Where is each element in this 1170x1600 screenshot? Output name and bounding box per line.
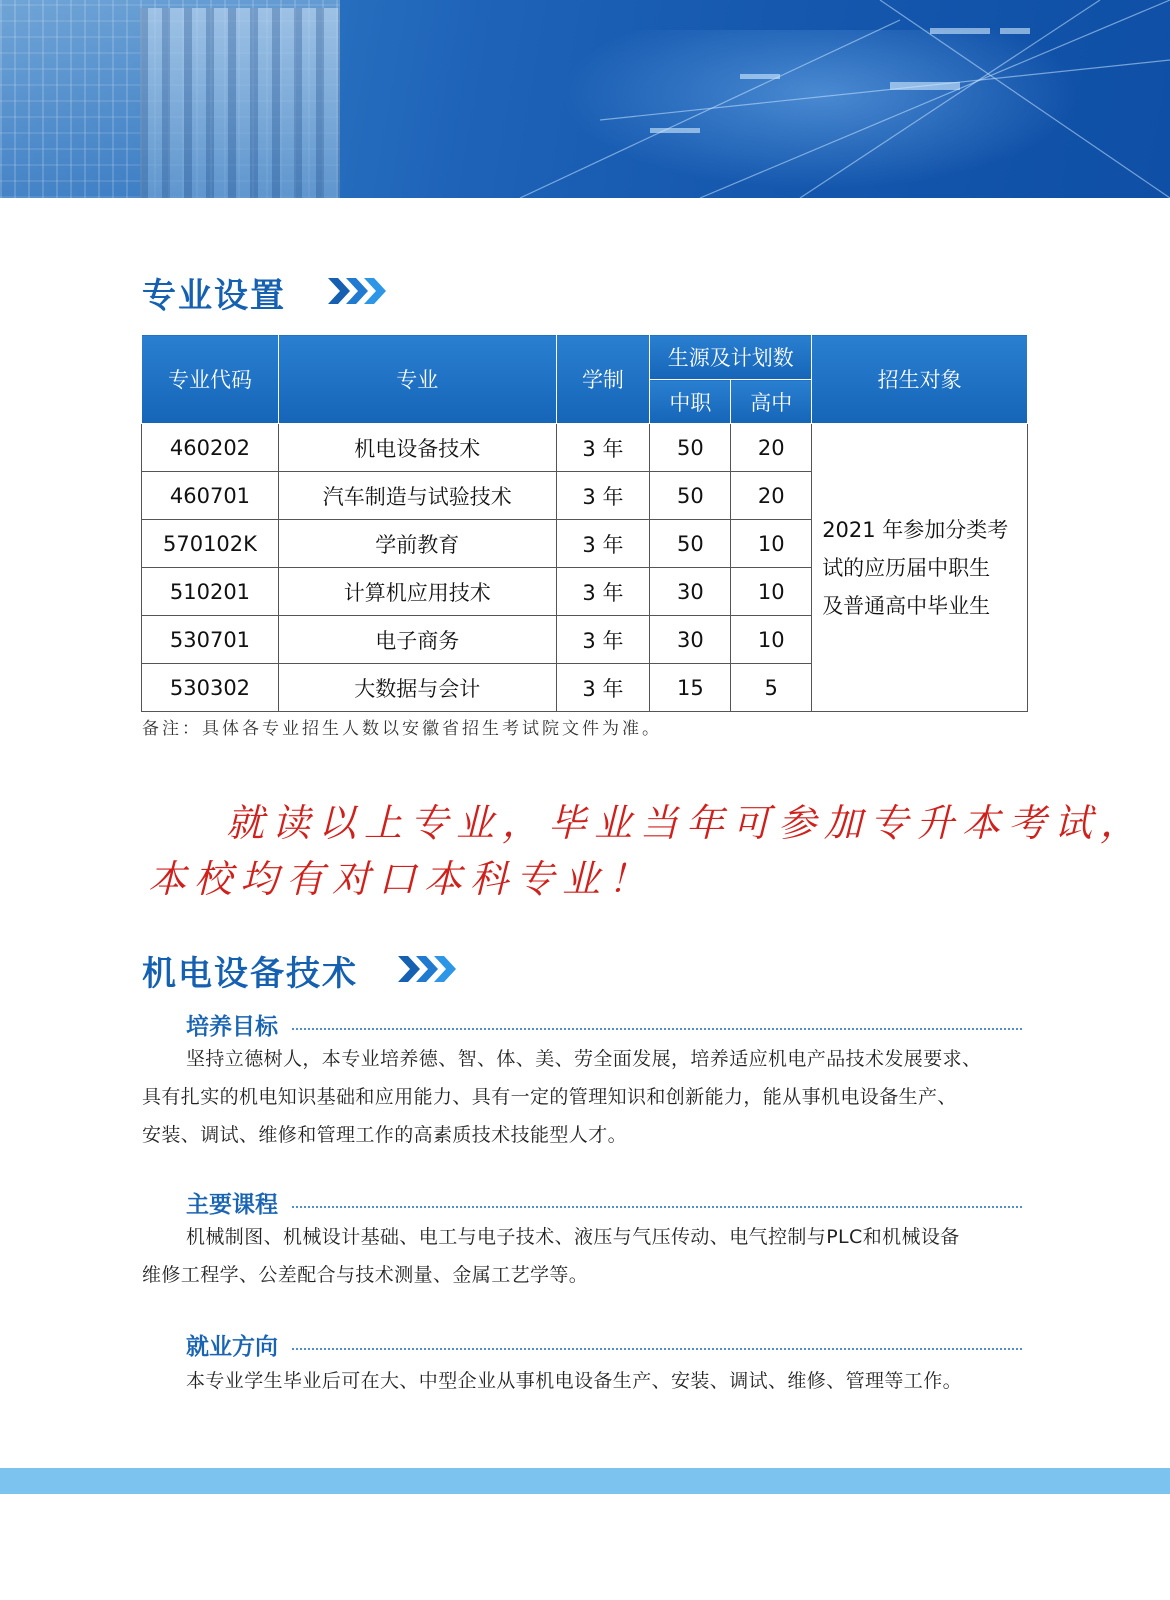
cell-code: 460202 [142, 424, 279, 472]
goal-heading: 培养目标 [186, 1014, 278, 1040]
goal-line: 具有扎实的机电知识基础和应用能力、具有一定的管理知识和创新能力，能从事机电设备生产、 [142, 1086, 957, 1108]
header-duration: 学制 [556, 335, 650, 424]
banner-tech-lines [0, 0, 1170, 198]
footer-band [0, 1468, 1170, 1494]
courses-paragraph [142, 1218, 1034, 1294]
career-paragraph [142, 1362, 1034, 1400]
cell-major: 大数据与会计 [278, 664, 556, 712]
dotted-divider [292, 1028, 1022, 1030]
header-banner [0, 0, 1170, 198]
target-line: 2021 年参加分类考 [822, 517, 1009, 542]
cell-vocational: 15 [650, 664, 731, 712]
goal-line: 安装、调试、维修和管理工作的高素质技术技能型人才。 [142, 1124, 628, 1146]
cell-duration: 3 年 [556, 664, 650, 712]
cell-major: 机电设备技术 [278, 424, 556, 472]
cell-code: 510201 [142, 568, 279, 616]
header-quota: 生源及计划数 [650, 335, 812, 380]
cell-vocational: 50 [650, 472, 731, 520]
triple-chevron-icon [398, 954, 460, 984]
triple-chevron-icon [328, 276, 390, 306]
slogan-line-2: 本校均有对口本科专业！ [148, 857, 655, 901]
table-row [142, 424, 1028, 472]
cell-vocational: 30 [650, 568, 731, 616]
career-heading: 就业方向 [186, 1334, 278, 1360]
section-title-mech: 机电设备技术 [142, 954, 358, 994]
cell-duration: 3 年 [556, 568, 650, 616]
cell-highschool: 20 [731, 472, 812, 520]
cell-code: 530701 [142, 616, 279, 664]
cell-highschool: 20 [731, 424, 812, 472]
cell-highschool: 10 [731, 520, 812, 568]
courses-heading: 主要课程 [186, 1192, 278, 1218]
goal-paragraph [142, 1040, 1034, 1154]
cell-code: 570102K [142, 520, 279, 568]
target-line: 及普通高中毕业生 [822, 593, 991, 618]
cell-major: 汽车制造与试验技术 [278, 472, 556, 520]
cell-highschool: 10 [731, 616, 812, 664]
cell-duration: 3 年 [556, 472, 650, 520]
cell-duration: 3 年 [556, 616, 650, 664]
cell-code: 460701 [142, 472, 279, 520]
cell-highschool: 5 [731, 664, 812, 712]
header-highschool: 高中 [731, 380, 812, 424]
slogan-line-1: 就读以上专业，毕业当年可参加专升本考试， [226, 801, 1147, 845]
target-line: 试的应历届中职生 [822, 555, 991, 580]
cell-vocational: 50 [650, 520, 731, 568]
courses-line: 机械制图、机械设计基础、电工与电子技术、液压与气压传动、电气控制与PLC和机械设备 [186, 1226, 960, 1248]
cell-duration: 3 年 [556, 424, 650, 472]
cell-duration: 3 年 [556, 520, 650, 568]
header-target: 招生对象 [812, 335, 1028, 424]
cell-vocational: 30 [650, 616, 731, 664]
cell-highschool: 10 [731, 568, 812, 616]
cell-vocational: 50 [650, 424, 731, 472]
cell-code: 530302 [142, 664, 279, 712]
cell-major: 计算机应用技术 [278, 568, 556, 616]
majors-table [141, 334, 1028, 712]
cell-major: 学前教育 [278, 520, 556, 568]
courses-line: 维修工程学、公差配合与技术测量、金属工艺学等。 [142, 1264, 589, 1286]
dotted-divider [292, 1348, 1022, 1350]
table-note: 备注：具体各专业招生人数以安徽省招生考试院文件为准。 [142, 719, 662, 739]
goal-line: 坚持立德树人，本专业培养德、智、体、美、劳全面发展，培养适应机电产品技术发展要求、 [186, 1048, 982, 1070]
section-title-majors: 专业设置 [142, 276, 286, 316]
cell-major: 电子商务 [278, 616, 556, 664]
dotted-divider [292, 1206, 1022, 1208]
header-code: 专业代码 [142, 335, 279, 424]
career-line: 本专业学生毕业后可在大、中型企业从事机电设备生产、安装、调试、维修、管理等工作。 [186, 1370, 963, 1392]
header-vocational: 中职 [650, 380, 731, 424]
header-major: 专业 [278, 335, 556, 424]
cell-target [812, 424, 1028, 712]
